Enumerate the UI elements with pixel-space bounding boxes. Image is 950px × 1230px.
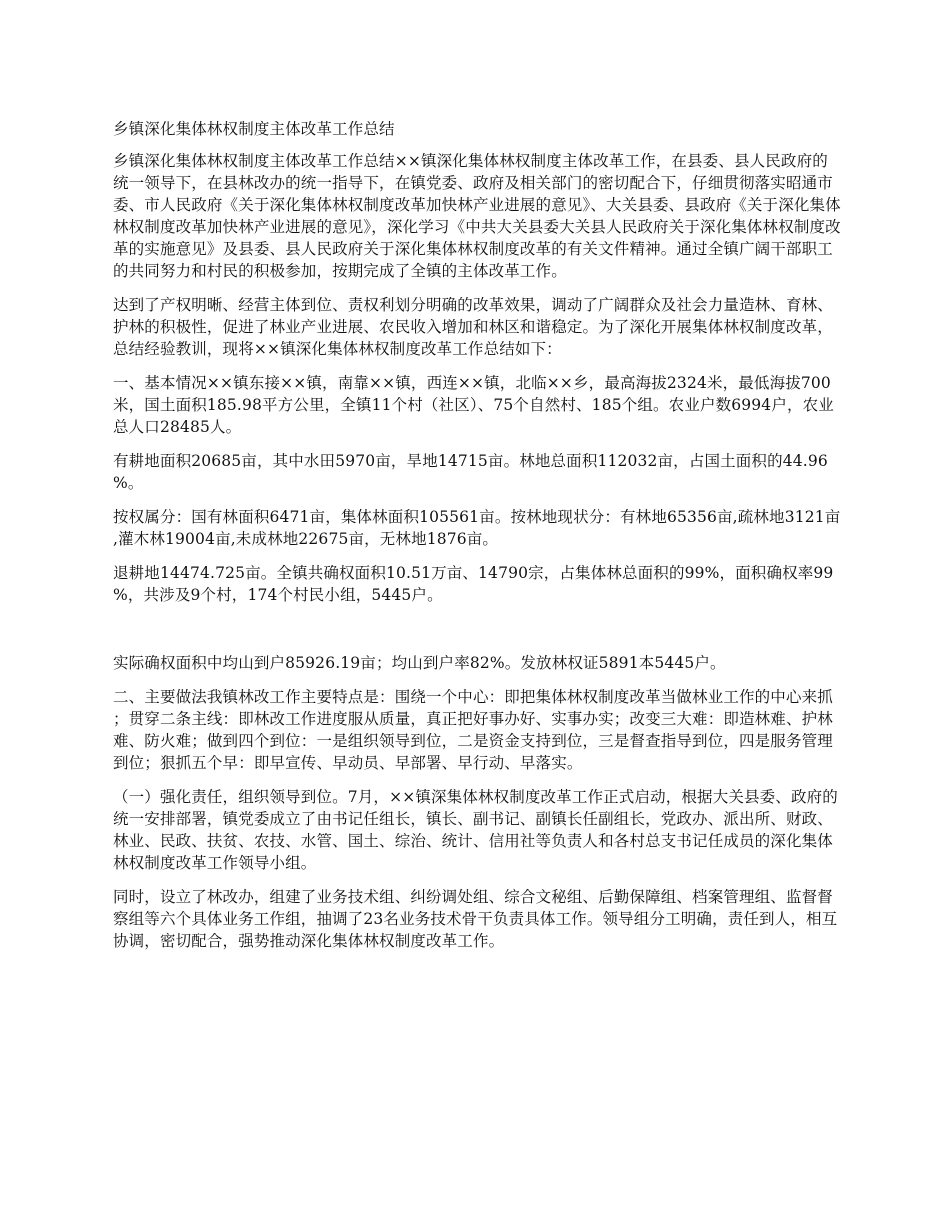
paragraph-returned-farmland: 退耕地14474.725亩。全镇共确权面积10.51万亩、14790宗，占集体林总面积的99%，面积确权率99%，共涉及9个村，174个村民小组，5445户。 — [113, 564, 834, 604]
paragraph-leadership: （一）强化责任，组织领导到位。7月，××镇深集体林权制度改革工作正式启动，根据大关县委、政府的统一安排部署，镇党委成立了由书记任组长，镇长、副书记、副镇长任副组长，党政办、派出所、财政、林业、民政、扶贫、农技、水管、国土、综治、统计、信用社等负责人和各村总支书记任成员的深化集体林权制度改革工作领导小组。 — [113, 788, 838, 872]
paragraph-effects: 达到了产权明晰、经营主体到位、责权利划分明确的改革效果，调动了广阔群众及社会力量造林、育林、护林的积极性，促进了林业产业进展、农民收入增加和林区和谐稳定。为了深化开展集体林权制度改革，总结经验教训，现将××镇深化集体林权制度改革工作总结如下： — [113, 296, 833, 358]
document-title: 乡镇深化集体林权制度主体改革工作总结 — [113, 120, 395, 138]
paragraph-working-groups: 同时，设立了林改办，组建了业务技术组、纠纷调处组、综合文秘组、后勤保障组、档案管理组、监督督察组等六个具体业务工作组，抽调了23名业务技术骨干负责具体工作。领导组分工明确，责任到人，相互协调，密切配合，强势推动深化集体林权制度改革工作。 — [113, 888, 838, 950]
paragraph-farmland: 有耕地面积20685亩，其中水田5970亩，旱地14715亩。林地总面积112032亩，占国土面积的44.96%。 — [113, 452, 828, 492]
document-page — [113, 118, 841, 964]
paragraph-main-practices: 二、主要做法我镇林改工作主要特点是：围绕一个中心：即把集体林权制度改革当做林业工作的中心来抓；贯穿二条主线：即林改工作进度服从质量，真正把好事办好、实事办实；改变三大难：即造林难、护林难、防火难；做到四个到位：一是组织领导到位，二是资金支持到位，三是督查指导到位，四是服务管理到位；狠抓五个早：即早宣传、早动员、早部署、早行动、早落实。 — [113, 688, 833, 772]
paragraph-basic-info: 一、基本情况××镇东接××镇，南靠××镇，西连××镇，北临××乡，最高海拔2324米，最低海拔700米，国土面积185.98平方公里，全镇11个村（社区）、75个自然村、185个组。农业户数6994户，农业总人口28485人。 — [113, 374, 834, 436]
paragraph-intro: 乡镇深化集体林权制度主体改革工作总结××镇深化集体林权制度主体改革工作，在县委、县人民政府的统一领导下，在县林改办的统一指导下，在镇党委、政府及相关部门的密切配合下，仔细贯彻落实昭通市委、市人民政府《关于深化集体林权制度改革加快林产业进展的意见》、大关县委、县政府《关于深化集体林权制度改革加快林产业进展的意见》，深化学习《中共大关县委大关县人民政府关于深化集体林权制度改革的实施意见》及县委、县人民政府关于深化集体林权制度改革的有关文件精神。通过全镇广阔干部职工的共同努力和村民的积极参加，按期完成了全镇的主体改革工作。 — [113, 152, 841, 280]
paragraph-actual-confirmation: 实际确权面积中均山到户85926.19亩；均山到户率82%。发放林权证5891本5445户。 — [113, 654, 726, 672]
paragraph-ownership: 按权属分：国有林面积6471亩，集体林面积105561亩。按林地现状分：有林地65356亩,疏林地3121亩,灌木林19004亩,未成林地22675亩，无林地1876亩。 — [113, 508, 841, 548]
section-spacer — [113, 618, 841, 652]
